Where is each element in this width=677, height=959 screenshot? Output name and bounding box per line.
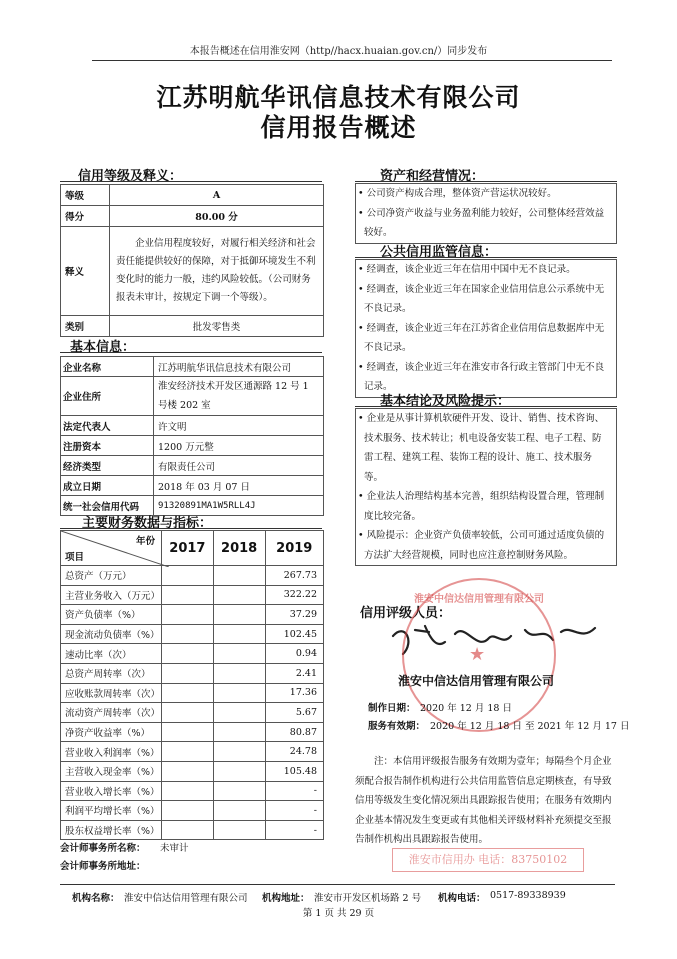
finance-cell-2017 — [162, 820, 214, 840]
grade-heading: 信用等级及释义： — [78, 169, 183, 184]
finance-row — [61, 820, 324, 840]
definition-text: 企业信用程度较好，对履行相关经济和社会责任能提供较好的保障，对于抵御环境发生不利变化时的能力一般，违约风险较低。（公司财务报表未审计，按规定下调一个等级）。 — [110, 227, 324, 316]
finance-row-label: 应收账款周转率（次） — [61, 683, 162, 703]
assets-item: • 公司净资产收益与业务盈利能力较好，公司整体经营效益较好。 — [358, 207, 605, 238]
score-label: 得分 — [61, 206, 110, 227]
capital-label: 注册资本 — [61, 436, 154, 456]
conclusion-item: • 风险提示：企业资产负债率较低，公司可通过适度负债的方法扩大经营规模，同时也应注意控制财务风险。 — [358, 530, 605, 561]
grade-heading-rule — [60, 181, 322, 182]
finance-row-label: 股东权益增长率（%） — [61, 820, 162, 840]
category-label: 类别 — [61, 316, 110, 337]
finance-row — [61, 585, 324, 605]
finance-cell-2018 — [213, 722, 265, 742]
date-label: 制作日期： — [368, 703, 416, 714]
finance-cell-2018 — [213, 585, 265, 605]
assets-box — [355, 183, 617, 244]
basic-row — [61, 456, 324, 476]
grade-value: A — [110, 185, 324, 206]
seal-star-icon: ★ — [469, 644, 486, 665]
footer-agency-value: 淮安中信达信用管理有限公司 — [124, 893, 248, 904]
conclusion-item: • 企业法人治理结构基本完善，组织结构设置合理，管理制度比较完备。 — [358, 491, 605, 522]
finance-row-label: 总资产周转率（次） — [61, 663, 162, 683]
basic-row — [61, 416, 324, 436]
supervision-item: • 经调查，该企业近三年在信用中国中无不良记录。 — [358, 264, 576, 275]
grade-row — [61, 185, 324, 206]
score-row — [61, 206, 324, 227]
conclusion-box — [355, 408, 617, 566]
footer-agency-label: 机构名称： — [72, 893, 120, 904]
auditor-address-label: 会计师事务所地址： — [60, 861, 146, 872]
finance-cell-2019: 80.87 — [265, 722, 323, 742]
econ-type-label: 经济类型 — [61, 456, 154, 476]
finance-header-row — [61, 531, 324, 566]
finance-cell-2019: 102.45 — [265, 624, 323, 644]
finance-cell-2018 — [213, 703, 265, 723]
validity-value: 2020 年 12 月 18 日 至 2021 年 12 月 17 日 — [430, 721, 630, 732]
legal-rep-label: 法定代表人 — [61, 416, 154, 436]
finance-row — [61, 644, 324, 664]
category-value: 批发零售类 — [110, 316, 324, 337]
finance-row-label: 总资产（万元） — [61, 566, 162, 586]
finance-cell-2017 — [162, 722, 214, 742]
finance-cell-2017 — [162, 703, 214, 723]
founded-label: 成立日期 — [61, 476, 154, 496]
finance-row-label: 净资产收益率（%） — [61, 722, 162, 742]
finance-row-label: 流动资产周转率（次） — [61, 703, 162, 723]
auditor-name-label: 会计师事务所名称： — [60, 843, 146, 854]
corner-item-label: 项目 — [65, 552, 85, 563]
finance-row — [61, 761, 324, 781]
header-divider — [92, 60, 612, 61]
finance-cell-2017 — [162, 801, 214, 821]
finance-table — [60, 530, 324, 840]
finance-cell-2019: 17.36 — [265, 683, 323, 703]
finance-cell-2019: - — [265, 781, 323, 801]
finance-cell-2018 — [213, 801, 265, 821]
year-2017-header: 2017 — [162, 531, 214, 566]
finance-cell-2019: - — [265, 801, 323, 821]
finance-cell-2018 — [213, 761, 265, 781]
supervision-heading: 公共信用监管信息： — [380, 245, 498, 260]
finance-cell-2017 — [162, 663, 214, 683]
analyst-label: 信用评级人员： — [360, 606, 452, 621]
conclusion-item: • 企业是从事计算机软硬件开发、设计、销售、技术咨询、技术服务、技术转让；机电设备安装工程、电子工程、防雷工程、建筑工程、装饰工程的设计、施工、技术服务等。 — [358, 413, 605, 483]
finance-cell-2019: 105.48 — [265, 761, 323, 781]
finance-row — [61, 683, 324, 703]
supervision-item: • 经调查，该企业近三年在国家企业信用信息公示系统中无不良记录。 — [358, 283, 605, 314]
finance-cell-2018 — [213, 566, 265, 586]
footer-address-label: 机构地址： — [262, 893, 310, 904]
finance-cell-2017 — [162, 761, 214, 781]
finance-cell-2018 — [213, 683, 265, 703]
company-name-label: 企业名称 — [61, 357, 154, 377]
finance-cell-2019: 37.29 — [265, 605, 323, 625]
finance-row — [61, 663, 324, 683]
company-name-value: 江苏明航华讯信息技术有限公司 — [154, 357, 324, 377]
finance-row — [61, 624, 324, 644]
finance-cell-2017 — [162, 644, 214, 664]
finance-row — [61, 742, 324, 762]
seal-text: 淮安中信达信用管理有限公司 — [414, 594, 544, 605]
validity-label: 服务有效期： — [368, 721, 426, 732]
finance-cell-2017 — [162, 605, 214, 625]
econ-type-value: 有限责任公司 — [154, 456, 324, 476]
finance-row — [61, 801, 324, 821]
finance-row-label: 现金流动负债率（%） — [61, 624, 162, 644]
year-2019-header: 2019 — [265, 531, 323, 566]
basic-heading-rule — [60, 352, 322, 353]
address-value: 淮安经济技术开发区通源路 12 号 1 号楼 202 室 — [154, 377, 324, 416]
supervision-item: • 经调查，该企业近三年在淮安市各行政主管部门中无不良记录。 — [358, 361, 605, 392]
finance-cell-2018 — [213, 742, 265, 762]
finance-row-label: 资产负债率（%） — [61, 605, 162, 625]
auditor-name-value: 未审计 — [160, 843, 189, 854]
finance-row — [61, 566, 324, 586]
finance-row — [61, 703, 324, 723]
assets-heading-rule — [355, 181, 617, 182]
supervision-heading-rule — [355, 257, 617, 258]
finance-cell-2019: 267.73 — [265, 566, 323, 586]
report-title: 信用报告概述 — [260, 113, 417, 142]
finance-row-label: 主营收入现金率（%） — [61, 761, 162, 781]
basic-info-table — [60, 356, 324, 516]
year-2018-header: 2018 — [213, 531, 265, 566]
basic-row — [61, 377, 324, 416]
finance-row-label: 营业收入利润率（%） — [61, 742, 162, 762]
finance-heading: 主要财务数据与指标： — [82, 516, 213, 531]
office-stamp: 淮安市信用办 电话：83750102 — [392, 848, 584, 872]
finance-cell-2017 — [162, 585, 214, 605]
finance-cell-2017 — [162, 566, 214, 586]
finance-cell-2017 — [162, 742, 214, 762]
finance-cell-2017 — [162, 781, 214, 801]
credit-code-value: 91320891MA1W5RLL4J — [154, 496, 324, 516]
finance-cell-2017 — [162, 624, 214, 644]
header-note: 本报告概述在信用淮安网（http//hacx.huaian.gov.cn/）同步发布 — [189, 46, 488, 57]
founded-value: 2018 年 03 月 07 日 — [154, 476, 324, 496]
category-row — [61, 316, 324, 337]
finance-cell-2019: 0.94 — [265, 644, 323, 664]
finance-row-label: 速动比率（次） — [61, 644, 162, 664]
company-title: 江苏明航华讯信息技术有限公司 — [156, 83, 521, 112]
basic-row — [61, 436, 324, 456]
finance-cell-2019: - — [265, 820, 323, 840]
corner-year-label: 年份 — [135, 536, 155, 547]
grade-table — [60, 184, 324, 337]
page-number: 第 1 页 共 29 页 — [302, 908, 375, 919]
footer-phone-value: 0517-89338939 — [490, 890, 566, 901]
finance-cell-2019: 5.67 — [265, 703, 323, 723]
footer-phone-label: 机构电话： — [438, 893, 486, 904]
basic-row — [61, 357, 324, 377]
credit-code-label: 统一社会信用代码 — [61, 496, 154, 516]
finance-row — [61, 722, 324, 742]
score-value: 80.00 分 — [110, 206, 324, 227]
finance-cell-2018 — [213, 624, 265, 644]
supervision-item: • 经调查，该企业近三年在江苏省企业信用信息数据库中无不良记录。 — [358, 322, 605, 353]
basic-row — [61, 476, 324, 496]
finance-cell-2019: 24.78 — [265, 742, 323, 762]
definition-row — [61, 227, 324, 316]
finance-corner-cell — [61, 531, 162, 566]
address-label: 企业住所 — [61, 377, 154, 416]
finance-cell-2018 — [213, 605, 265, 625]
legal-rep-value: 许文明 — [154, 416, 324, 436]
basic-heading: 基本信息： — [70, 340, 136, 355]
finance-row — [61, 605, 324, 625]
finance-row-label: 利润平均增长率（%） — [61, 801, 162, 821]
finance-row-label: 营业收入增长率（%） — [61, 781, 162, 801]
finance-cell-2018 — [213, 663, 265, 683]
assets-heading: 资产和经营情况： — [380, 169, 485, 184]
assets-item: • 公司资产构成合理，整体资产营运状况较好。 — [358, 188, 557, 199]
finance-cell-2018 — [213, 644, 265, 664]
agency-name: 淮安中信达信用管理有限公司 — [398, 674, 555, 688]
finance-heading-rule — [60, 528, 322, 529]
capital-value: 1200 万元整 — [154, 436, 324, 456]
conclusion-heading: 基本结论及风险提示： — [380, 394, 511, 409]
grade-label: 等级 — [61, 185, 110, 206]
date-value: 2020 年 12 月 18 日 — [420, 703, 512, 714]
finance-cell-2017 — [162, 683, 214, 703]
conclusion-heading-rule — [355, 406, 617, 407]
definition-label: 释义 — [61, 227, 110, 316]
finance-cell-2019: 322.22 — [265, 585, 323, 605]
finance-cell-2018 — [213, 781, 265, 801]
finance-cell-2019: 2.41 — [265, 663, 323, 683]
footer-divider — [60, 884, 615, 885]
finance-row-label: 主营业务收入（万元） — [61, 585, 162, 605]
footer-address-value: 淮安市开发区机场路 2 号 — [314, 893, 422, 904]
validity-note: 注：本信用评级报告服务有效期为壹年；每隔叁个月企业须配合报告制作机构进行公共信用监管信息定期核查，有导致信用等级发生变化情况须出具跟踪报告使用；在服务有效期内企业基本情况发生变更或有其他相关评级材料补充须提交至报告制作机构出具跟踪报告使用。 — [355, 756, 612, 845]
finance-row — [61, 781, 324, 801]
supervision-box — [355, 259, 617, 398]
finance-cell-2018 — [213, 820, 265, 840]
